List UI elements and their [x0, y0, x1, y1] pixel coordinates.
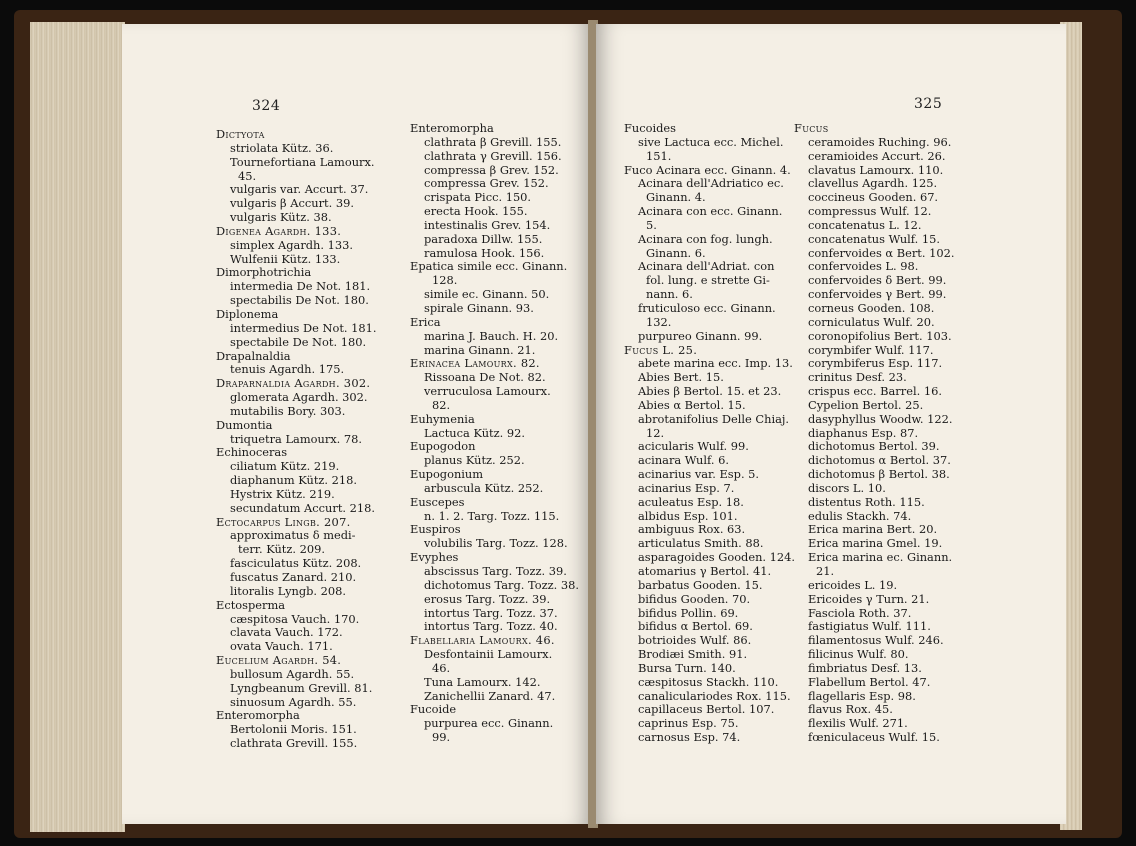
index-entry: purpureo Ginann. 99. [638, 328, 763, 343]
index-entry: filicinus Wulf. 80. [808, 647, 909, 662]
index-entry: Erica [410, 314, 441, 329]
page-number: 325 [914, 96, 943, 112]
index-entry: secundatum Accurt. 218. [230, 500, 376, 515]
index-entry: Flabellaria Lamourx. 46. [410, 633, 555, 648]
index-entry: Fucus [794, 121, 829, 135]
left-page [122, 24, 590, 824]
index-entry: intermedia De Not. 181. [230, 279, 371, 294]
index-entry: Erica marina ec. Ginann. [808, 550, 953, 565]
index-entry: ramulosa Hook. 156. [424, 245, 545, 260]
index-entry: Abies α Bertol. 15. [638, 397, 746, 412]
index-entry: Diplonema [216, 306, 279, 321]
index-entry: Brodiæi Smith. 91. [638, 647, 748, 662]
index-entry: confervoides L. 98. [808, 259, 919, 274]
index-entry: Zanichellii Zanard. 47. [424, 688, 556, 703]
index-entry: botrioides Wulf. 86. [638, 633, 752, 648]
index-entry: Fasciola Roth. 37. [808, 605, 912, 620]
index-entry: Tournefortiana Lamourx. [230, 154, 375, 169]
index-entry: acinarius var. Esp. 5. [638, 467, 760, 482]
index-entry: edulis Stackh. 74. [808, 508, 912, 523]
index-entry: marina J. Bauch. H. 20. [424, 328, 559, 343]
index-entry: albidus Esp. 101. [638, 508, 738, 523]
index-entry: barbatus Gooden. 15. [638, 577, 763, 592]
index-entry: ovata Vauch. 171. [230, 639, 333, 654]
index-entry: bifidus α Bertol. 69. [638, 619, 753, 634]
index-entry: n. 1. 2. Targ. Tozz. 115. [424, 508, 560, 523]
index-entry: abete marina ecc. Imp. 13. [638, 356, 793, 371]
index-entry: erecta Hook. 155. [424, 204, 528, 219]
index-entry: Fuco Acinara ecc. Ginann. 4. [624, 162, 791, 177]
index-entry: fol. lung. e strette Gi- [646, 273, 770, 288]
index-entry: ericoides L. 19. [808, 577, 898, 592]
right-page [596, 24, 1066, 824]
index-entry: intortus Targ. Tozz. 37. [424, 605, 558, 620]
index-entry: tenuis Agardh. 175. [230, 362, 345, 377]
index-entry: ceramoides Ruching. 96. [808, 134, 952, 149]
index-entry: compressa Grev. 152. [424, 176, 549, 191]
index-entry: ambiguus Rox. 63. [638, 522, 746, 537]
index-entry: Ginann. 6. [646, 245, 706, 260]
index-entry: Ectocarpus Lingb. 207. [216, 514, 351, 529]
index-entry: crinitus Desf. 23. [808, 370, 907, 385]
index-entry: bullosum Agardh. 55. [230, 666, 355, 681]
index-entry: nann. 6. [646, 287, 693, 302]
index-entry: corniculatus Wulf. 20. [808, 314, 935, 329]
index-entry: cæspitosa Vauch. 170. [230, 611, 360, 626]
page-number: 324 [252, 98, 281, 114]
index-entry: Desfontainii Lamourx. [424, 647, 553, 662]
index-entry: fimbriatus Desf. 13. [808, 660, 922, 675]
index-entry: Erica marina Gmel. 19. [808, 536, 943, 551]
index-entry: 128. [432, 273, 458, 288]
index-entry: simile ec. Ginann. 50. [424, 287, 550, 302]
index-entry: vulgaris β Accurt. 39. [230, 196, 354, 211]
index-entry: 45. [238, 168, 257, 183]
index-entry: marina Ginann. 21. [424, 342, 536, 357]
index-entry: 82. [432, 397, 451, 412]
index-entry: intermedius De Not. 181. [230, 320, 377, 335]
index-entry: Euscepes [410, 494, 465, 509]
index-entry: confervoides δ Bert. 99. [808, 273, 947, 288]
index-entry: abscissus Targ. Tozz. 39. [424, 564, 567, 578]
index-entry: flagellaris Esp. 98. [808, 688, 916, 703]
index-entry: Ericoides γ Turn. 21. [808, 591, 930, 606]
index-entry: Echinoceras [216, 445, 288, 460]
index-entry: simplex Agardh. 133. [230, 237, 353, 252]
index-entry: atomarius γ Bertol. 41. [638, 564, 772, 578]
index-entry: Fucoides [624, 121, 676, 135]
index-entry: 99. [432, 730, 451, 745]
index-entry: Dumontia [216, 417, 273, 432]
index-entry: Lyngbeanum Grevill. 81. [230, 680, 373, 695]
index-entry: Abies β Bertol. 15. et 23. [638, 384, 782, 399]
index-entry: Cypelion Bertol. 25. [808, 397, 924, 412]
index-entry: Ectosperma [216, 597, 286, 612]
index-entry: Abies Bert. 15. [638, 370, 724, 385]
index-entry: diaphanum Kütz. 218. [230, 473, 358, 488]
index-entry: Flabellum Bertol. 47. [808, 674, 931, 689]
index-entry: purpurea ecc. Ginann. [424, 716, 554, 731]
index-entry: Evyphes [410, 550, 459, 565]
index-entry: caprinus Esp. 75. [638, 716, 739, 731]
index-entry: Dictyota [216, 127, 265, 141]
index-entry: dasyphyllus Woodw. 122. [808, 411, 953, 426]
index-entry: crispus ecc. Barrel. 16. [808, 384, 942, 399]
index-entry: Bursa Turn. 140. [638, 660, 736, 675]
index-entry: clavata Vauch. 172. [230, 625, 343, 640]
index-entry: spirale Ginann. 93. [424, 300, 534, 315]
index-entry: fuscatus Zanard. 210. [230, 570, 357, 584]
index-entry: vulgaris Kütz. 38. [230, 210, 332, 225]
index-entry: Hystrix Kütz. 219. [230, 486, 335, 501]
index-entry: Enteromorpha [410, 121, 494, 135]
index-entry: dichotomus Targ. Tozz. 38. [424, 577, 579, 592]
index-entry: capillaceus Bertol. 107. [638, 702, 775, 717]
index-entry: concatenatus L. 12. [808, 217, 922, 232]
index-entry: discors L. 10. [808, 480, 886, 495]
index-entry: corneus Gooden. 108. [808, 300, 935, 315]
index-entry: Bertolonii Moris. 151. [230, 722, 357, 737]
index-entry: clathrata Grevill. 155. [230, 736, 358, 751]
index-entry: Enteromorpha [216, 708, 300, 723]
index-entry: 5. [646, 217, 657, 232]
index-entry: Tuna Lamourx. 142. [424, 674, 541, 689]
index-entry: intestinalis Grev. 154. [424, 217, 551, 232]
index-entry: erosus Targ. Tozz. 39. [424, 591, 551, 606]
index-entry: Digenea Agardh. 133. [216, 223, 342, 238]
index-entry: filamentosus Wulf. 246. [808, 633, 944, 648]
index-entry: articulatus Smith. 88. [638, 536, 764, 551]
index-entry: fasciculatus Kütz. 208. [230, 556, 362, 571]
index-column-1 [216, 128, 377, 751]
index-entry: corymbifer Wulf. 117. [808, 342, 934, 357]
index-entry: Eucelium Agardh. 54. [216, 653, 342, 668]
index-entry: bifidus Pollin. 69. [638, 605, 739, 620]
index-entry: vulgaris var. Accurt. 37. [230, 182, 369, 197]
index-entry: 151. [646, 148, 672, 163]
index-entry: intortus Targ. Tozz. 40. [424, 619, 558, 634]
index-entry: 12. [646, 425, 665, 440]
index-entry: cæspitosus Stackh. 110. [638, 674, 779, 689]
index-entry: aculeatus Esp. 18. [638, 494, 744, 509]
index-entry: bifidus Gooden. 70. [638, 591, 751, 606]
index-entry: arbuscula Kütz. 252. [424, 480, 544, 495]
index-entry: dichotomus β Bertol. 38. [808, 467, 950, 482]
index-entry: mutabilis Bory. 303. [230, 403, 346, 418]
index-entry: acicularis Wulf. 99. [638, 439, 749, 454]
index-entry: Dimorphotrichia [216, 265, 312, 280]
index-entry: triquetra Lamourx. 78. [230, 431, 363, 446]
index-entry: concatenatus Wulf. 15. [808, 231, 940, 246]
index-entry: Fucus L. 25. [624, 342, 698, 357]
index-entry: verruculosa Lamourx. [424, 384, 551, 399]
index-entry: Wulfenii Kütz. 133. [230, 251, 341, 266]
index-entry: sive Lactuca ecc. Michel. [638, 134, 784, 149]
index-entry: carnosus Esp. 74. [638, 730, 741, 745]
index-entry: Epatica simile ecc. Ginann. [410, 259, 568, 274]
index-entry: diaphanus Esp. 87. [808, 425, 919, 440]
index-entry: fruticuloso ecc. Ginann. [638, 300, 776, 315]
index-entry: striolata Kütz. 36. [230, 140, 334, 155]
index-column-2 [794, 122, 954, 745]
index-entry: ceramioides Accurt. 26. [808, 148, 946, 163]
index-entry: acinarius Esp. 7. [638, 480, 735, 495]
index-entry: Acinara con ecc. Ginann. [638, 204, 783, 219]
index-entry: Acinara dell'Adriat. con [638, 259, 775, 274]
index-entry: Euhymenia [410, 411, 475, 426]
index-entry: paradoxa Dillw. 155. [424, 231, 543, 246]
index-entry: distentus Roth. 115. [808, 494, 925, 509]
index-entry: Drapalnaldia [216, 348, 291, 363]
index-entry: litoralis Lyngb. 208. [230, 583, 347, 598]
index-entry: Eupogodon [410, 439, 476, 454]
index-entry: sinuosum Agardh. 55. [230, 694, 357, 709]
index-entry: flavus Rox. 45. [808, 702, 893, 717]
index-column-1 [624, 122, 795, 745]
index-entry: confervoides α Bert. 102. [808, 245, 955, 260]
index-entry: Rissoana De Not. 82. [424, 370, 546, 385]
index-entry: dichotomus α Bertol. 37. [808, 453, 951, 468]
index-entry: spectabilis De Not. 180. [230, 293, 369, 308]
index-entry: spectabile De Not. 180. [230, 334, 367, 349]
index-entry: confervoides γ Bert. 99. [808, 287, 947, 302]
page-edges-left [30, 22, 125, 832]
index-entry: ciliatum Kütz. 219. [230, 459, 340, 474]
index-entry: glomerata Agardh. 302. [230, 390, 368, 405]
index-entry: abrotanifolius Delle Chiaj. [638, 411, 790, 426]
index-entry: approximatus δ medi- [230, 528, 356, 543]
index-entry: Lactuca Kütz. 92. [424, 425, 525, 440]
index-entry: compressa β Grev. 152. [424, 162, 559, 177]
index-entry: coccineus Gooden. 67. [808, 190, 939, 205]
index-entry: Euspiros [410, 522, 461, 537]
index-entry: 21. [816, 564, 835, 578]
index-entry: fœniculaceus Wulf. 15. [808, 730, 940, 745]
index-entry: Fucoide [410, 702, 457, 717]
index-entry: fastigiatus Wulf. 111. [808, 619, 931, 634]
index-entry: compressus Wulf. 12. [808, 204, 932, 219]
index-column-2 [410, 122, 579, 745]
index-entry: Eupogonium [410, 467, 484, 482]
index-entry: corymbiferus Esp. 117. [808, 356, 943, 371]
index-entry: Erinacea Lamourx. 82. [410, 356, 540, 371]
index-entry: terr. Kütz. 209. [238, 542, 325, 557]
index-entry: Erica marina Bert. 20. [808, 522, 938, 537]
index-entry: Acinara con fog. lungh. [638, 231, 773, 246]
index-entry: clavellus Agardh. 125. [808, 176, 938, 191]
index-entry: clathrata γ Grevill. 156. [424, 148, 562, 163]
index-entry: clavatus Lamourx. 110. [808, 162, 944, 177]
index-entry: Acinara dell'Adriatico ec. [638, 176, 784, 191]
index-entry: flexilis Wulf. 271. [808, 716, 908, 731]
index-entry: coronopifolius Bert. 103. [808, 328, 952, 343]
index-entry: asparagoides Gooden. 124. [638, 550, 796, 565]
index-entry: clathrata β Grevill. 155. [424, 134, 562, 149]
index-entry: Ginann. 4. [646, 190, 706, 205]
index-entry: volubilis Targ. Tozz. 128. [424, 536, 568, 551]
index-entry: 132. [646, 314, 672, 329]
index-entry: crispata Picc. 150. [424, 190, 532, 205]
index-entry: dichotomus Bertol. 39. [808, 439, 940, 454]
index-entry: planus Kütz. 252. [424, 453, 525, 468]
index-entry: Draparnaldia Agardh. 302. [216, 376, 371, 391]
index-entry: 46. [432, 660, 451, 675]
index-entry: canaliculariodes Rox. 115. [638, 688, 791, 703]
index-entry: acinara Wulf. 6. [638, 453, 729, 468]
